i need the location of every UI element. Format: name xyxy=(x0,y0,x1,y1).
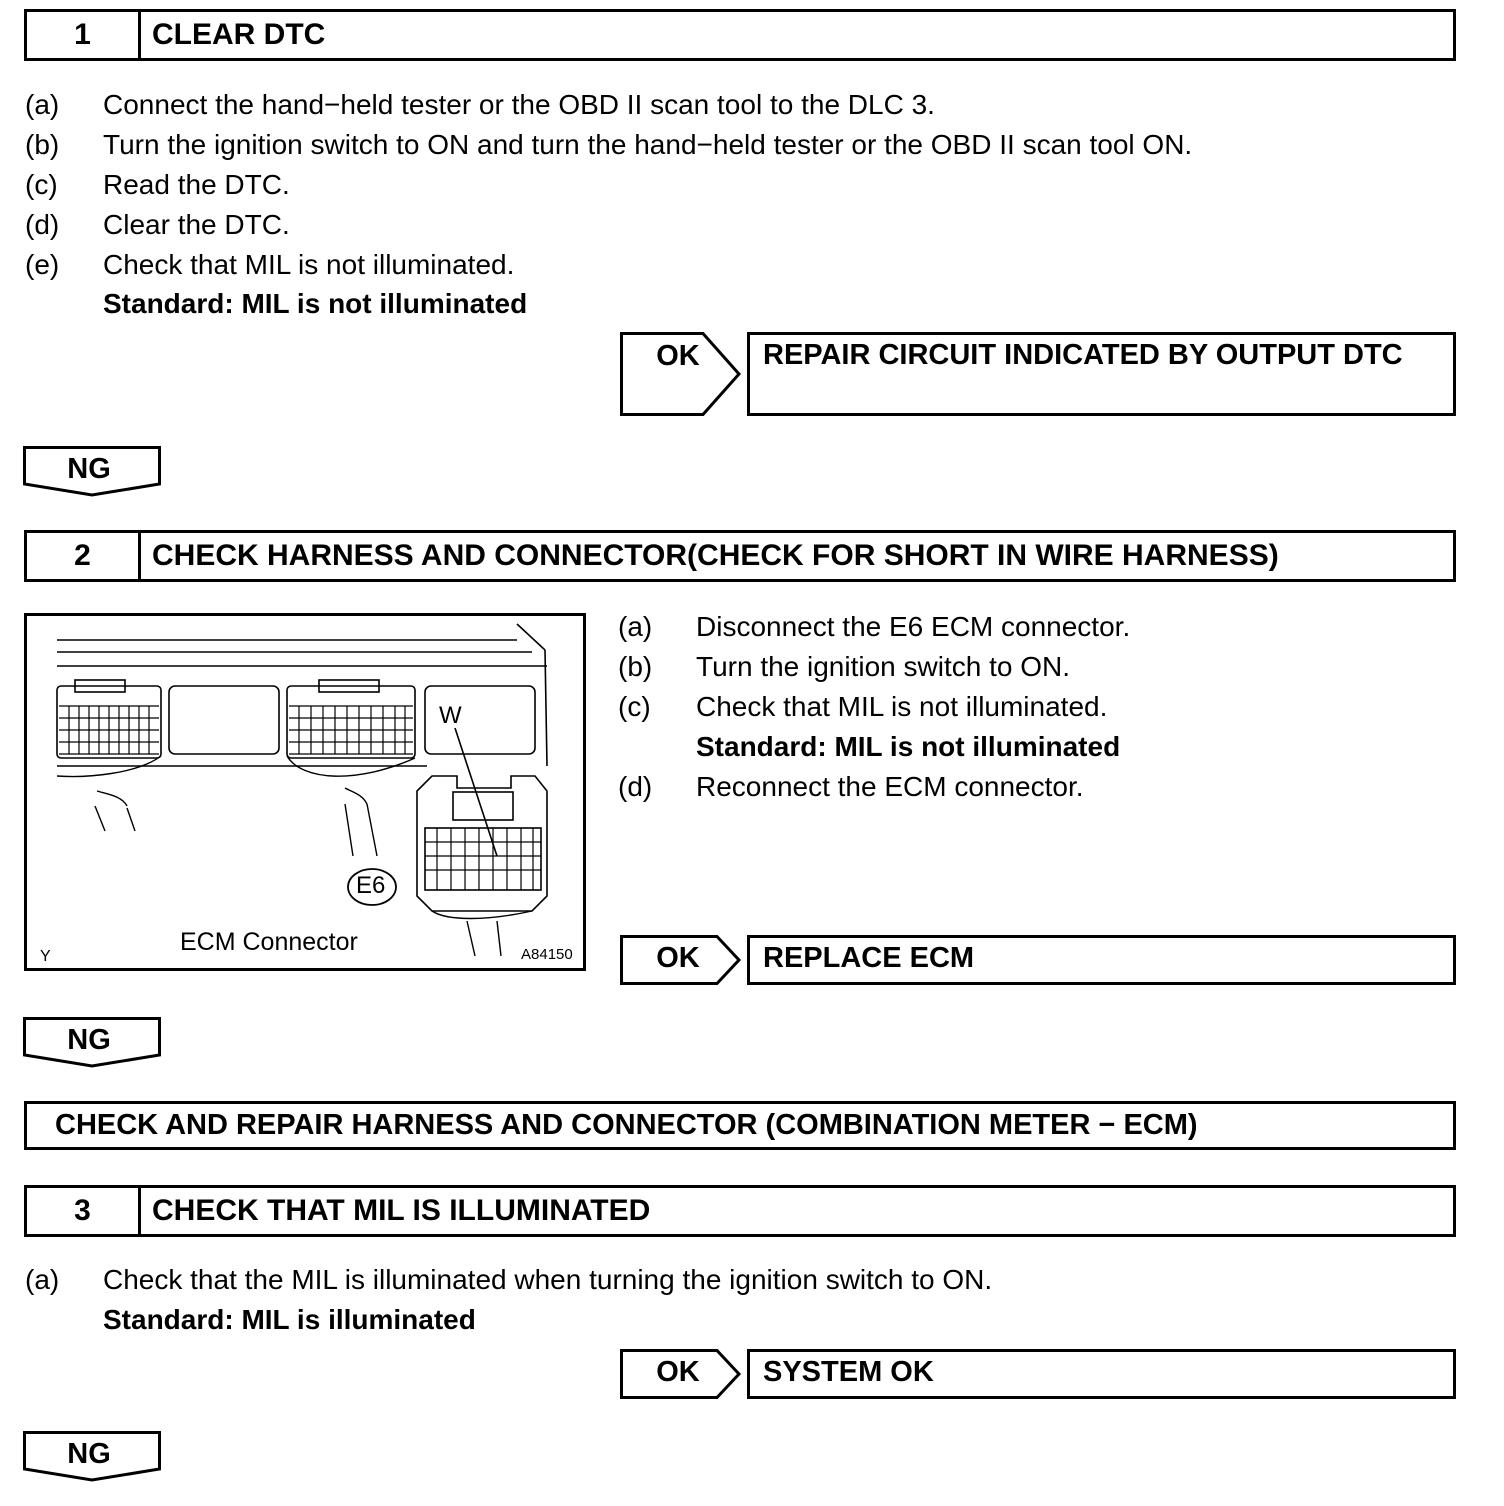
step-1-item-d-letter: (d) xyxy=(25,209,60,240)
step-1-item-a-text: Connect the hand−held tester or the OBD II scan tool to the DLC 3. xyxy=(103,89,935,120)
step-3-item-a-letter: (a) xyxy=(25,1264,60,1295)
step-1-item-e-letter: (e) xyxy=(25,249,60,280)
step-2-item-b-letter: (b) xyxy=(618,651,653,682)
step-1-item-b-letter: (b) xyxy=(25,129,60,160)
step-3-item-a-text: Check that the MIL is illuminated when turning the ignition switch to ON. xyxy=(103,1264,993,1295)
step-2-ok-result xyxy=(747,935,1456,985)
step-2-ng-label: NG xyxy=(67,1024,111,1056)
wire-color-label: W xyxy=(439,702,462,729)
step-2-item-a-letter: (a) xyxy=(618,611,653,642)
figure-caption: ECM Connector xyxy=(180,928,358,956)
step-1-ok-result-text: REPAIR CIRCUIT INDICATED BY OUTPUT DTC xyxy=(763,339,1403,371)
repair-harness-box xyxy=(24,1101,1456,1150)
step-1-item-c-text: Read the DTC. xyxy=(103,169,290,200)
step-2-ok-result-text: REPLACE ECM xyxy=(763,942,975,974)
step-3-title: CHECK THAT MIL IS ILLUMINATED xyxy=(152,1194,651,1227)
ecm-connector-figure xyxy=(24,613,586,971)
step-1-item-c-letter: (c) xyxy=(25,169,58,200)
step-2-ok-label: OK xyxy=(656,942,700,974)
connector-id-label: E6 xyxy=(356,872,386,899)
repair-harness-title: CHECK AND REPAIR HARNESS AND CONNECTOR (COMBINATION METER − ECM) xyxy=(55,1109,1198,1141)
step-3-ok-result-text: SYSTEM OK xyxy=(763,1356,934,1388)
step-1-item-a-letter: (a) xyxy=(25,89,60,120)
figure-code: A84150 xyxy=(521,946,573,963)
step-2-item-d-text: Reconnect the ECM connector. xyxy=(696,771,1084,802)
step-3-standard: Standard: MIL is illuminated xyxy=(103,1304,476,1335)
step-2-item-b-text: Turn the ignition switch to ON. xyxy=(696,651,1071,682)
step-2-title: CHECK HARNESS AND CONNECTOR(CHECK FOR SHORT IN WIRE HARNESS) xyxy=(152,539,1279,572)
step-2-number: 2 xyxy=(27,533,141,579)
step-2-standard: Standard: MIL is not illuminated xyxy=(696,731,1121,762)
step-3-ok-label: OK xyxy=(656,1356,700,1388)
step-1-title: CLEAR DTC xyxy=(152,18,326,51)
step-1-number: 1 xyxy=(27,12,141,58)
step-1-ok-label: OK xyxy=(656,340,700,372)
step-1-ok-result xyxy=(747,332,1456,416)
figure-corner-letter: Y xyxy=(40,948,51,965)
step-2-item-d-letter: (d) xyxy=(618,771,653,802)
step-2-item-c-letter: (c) xyxy=(618,691,651,722)
step-1-item-b-text: Turn the ignition switch to ON and turn the hand−held tester or the OBD II scan tool ON. xyxy=(103,129,1193,160)
step-2-item-c-text: Check that MIL is not illuminated. xyxy=(696,691,1108,722)
step-1-header xyxy=(24,9,1456,61)
step-1-item-e-text: Check that MIL is not illuminated. xyxy=(103,249,515,280)
step-3-ok-result xyxy=(747,1349,1456,1399)
ecm-connector-drawing xyxy=(27,616,583,968)
step-1-ng-label: NG xyxy=(67,453,111,485)
step-3-number: 3 xyxy=(27,1188,141,1234)
step-3-ng-label: NG xyxy=(67,1438,111,1470)
step-2-header xyxy=(24,530,1456,582)
step-3-header xyxy=(24,1185,1456,1237)
step-1-standard: Standard: MIL is not illuminated xyxy=(103,288,528,319)
step-1-item-d-text: Clear the DTC. xyxy=(103,209,290,240)
step-2-item-a-text: Disconnect the E6 ECM connector. xyxy=(696,611,1131,642)
